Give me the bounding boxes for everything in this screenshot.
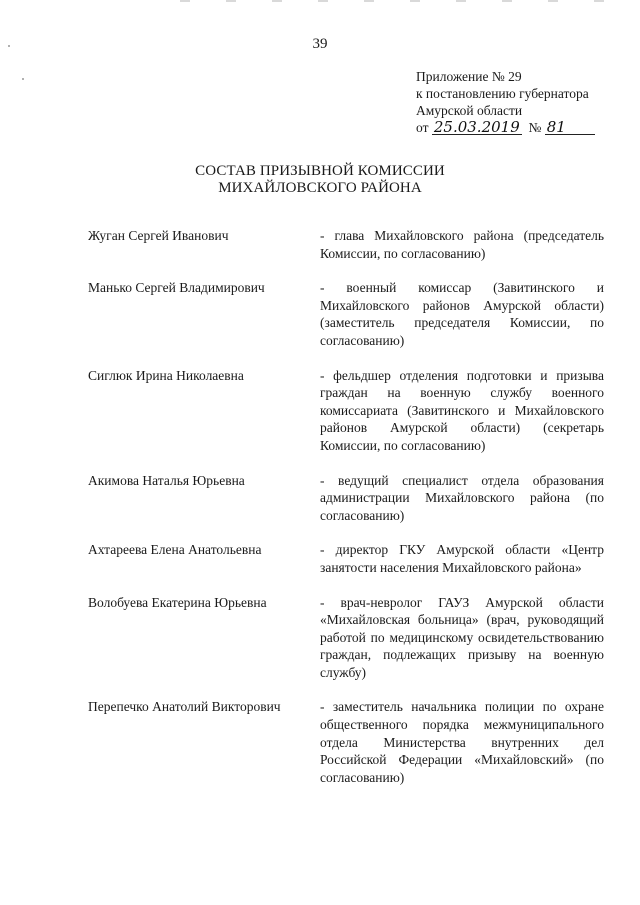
scan-mark <box>502 0 512 2</box>
scan-mark <box>410 0 420 2</box>
member-row <box>88 227 604 262</box>
member-name: Ахтареева Елена Анатольевна <box>88 542 262 558</box>
document-title <box>0 163 640 197</box>
member-role: - врач-невролог ГАУЗ Амурской области «Михайловская больница» (врач, руководящий работой по медицинскому освидетельствованию граждан, подлежащих призыву на военную службу) <box>320 594 604 680</box>
scan-mark <box>364 0 374 2</box>
date-prefix: от <box>416 120 429 135</box>
member-name: Акимова Наталья Юрьевна <box>88 472 245 488</box>
scan-artifacts <box>0 0 640 6</box>
scan-mark <box>456 0 466 2</box>
member-row <box>88 541 604 576</box>
handwritten-number: 81 <box>545 120 595 135</box>
member-row <box>88 698 604 786</box>
title-line-2: МИХАЙЛОВСКОГО РАЙОНА <box>218 180 422 196</box>
appendix-reference: к постановлению губернатора <box>416 86 589 101</box>
member-role: - директор ГКУ Амурской области «Центр занятости населения Михайловского района» <box>320 542 604 575</box>
title-line-1: СОСТАВ ПРИЗЫВНОЙ КОМИССИИ <box>195 163 445 179</box>
page-number: 39 <box>312 36 328 52</box>
member-role: - ведущий специалист отдела образования администрации Михайловского района (по согласованию) <box>320 472 604 523</box>
appendix-block <box>416 68 626 136</box>
scan-mark <box>272 0 282 2</box>
member-name: Сиглюк Ирина Николаевна <box>88 367 244 383</box>
member-name: Волобуева Екатерина Юрьевна <box>88 594 267 610</box>
scan-mark <box>318 0 328 2</box>
member-name: Перепечко Анатолий Викторович <box>88 699 281 715</box>
handwritten-date: 25.03.2019 <box>433 118 520 136</box>
member-role: - военный комиссар (Завитинского и Михайловского районов Амурской области) (заместитель председателя Комиссии, по согласованию) <box>320 280 604 348</box>
scan-mark <box>594 0 604 2</box>
member-row <box>88 594 604 682</box>
member-row <box>88 367 604 455</box>
scan-speck <box>22 78 24 80</box>
scan-mark <box>180 0 190 2</box>
appendix-region: Амурской области <box>416 103 523 118</box>
scan-mark <box>226 0 236 2</box>
appendix-title: Приложение № 29 <box>416 69 522 84</box>
member-row <box>88 472 604 525</box>
number-prefix: № <box>528 120 542 135</box>
member-role: - заместитель начальника полиции по охране общественного порядка межмуниципального отдела Министерства внутренних дел Российской Федерации «Михайловский» (по согласованию) <box>320 699 604 785</box>
member-role: - глава Михайловского района (председатель Комиссии, по согласованию) <box>320 228 604 261</box>
member-name: Жуган Сергей Иванович <box>88 228 229 243</box>
member-row <box>88 279 604 349</box>
member-name: Манько Сергей Владимирович <box>88 280 265 296</box>
member-role: - фельдшер отделения подготовки и призыва граждан на военную службу военного комиссариата (Завитинского и Михайловского районов Амурской области) (секретарь Комиссии, по согласованию) <box>320 367 604 453</box>
commission-members-list <box>88 227 604 786</box>
scan-mark <box>548 0 558 2</box>
appendix-date-number-row <box>416 119 626 136</box>
